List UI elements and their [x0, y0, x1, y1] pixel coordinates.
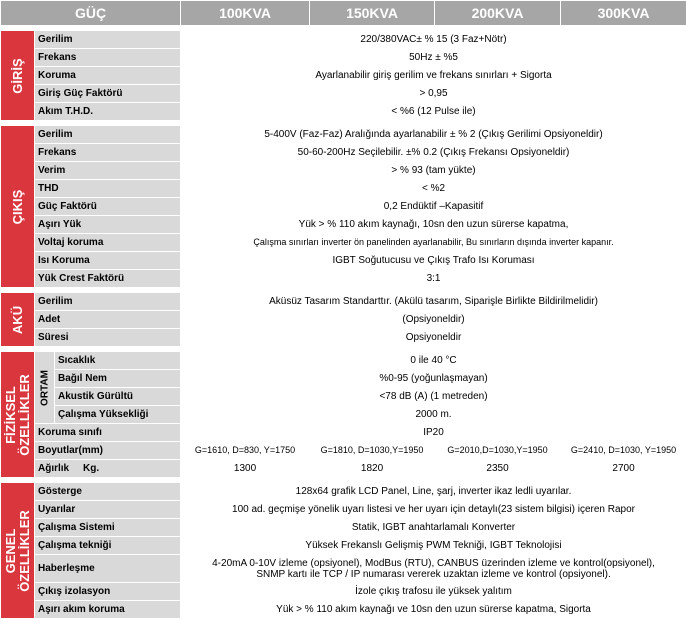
- weight-100kva: 1300: [181, 460, 310, 478]
- row-label: Uyarılar: [35, 501, 181, 519]
- row-label: Süresi: [35, 329, 181, 347]
- row-value: > % 93 (tam yükte): [181, 162, 686, 180]
- row-label: Yük Crest Faktörü: [35, 270, 181, 288]
- row-value-line: SNMP kartı ile TCP / IP numarası vererek uzaktan izleme ve kontrol (opsiyonel).: [184, 569, 683, 580]
- row-label: Çalışma Sistemi: [35, 519, 181, 537]
- row-label: THD: [35, 180, 181, 198]
- row-label: Adet: [35, 311, 181, 329]
- header-model-200kva: 200KVA: [435, 1, 561, 26]
- table-row: [1, 216, 686, 234]
- row-label: Gerilim: [35, 126, 181, 144]
- table-row: [1, 103, 686, 121]
- table-row: [1, 85, 686, 103]
- table-row: [1, 583, 686, 601]
- row-label: Frekans: [35, 49, 181, 67]
- row-value: 100 ad. geçmişe yönelik uyarı listesi ve her uyarı için detaylı(23 sistem bilgisi) içeren Rapor: [181, 501, 686, 519]
- section-genel: GENEL ÖZELLİKLER: [1, 483, 35, 619]
- row-value: 50-60-200Hz Seçilebilir. ±% 0.2 (Çıkış Frekansı Opsiyoneldir): [181, 144, 686, 162]
- table-row: [1, 483, 686, 501]
- table-row: [1, 311, 686, 329]
- table-row: [1, 370, 686, 388]
- row-label: Gerilim: [35, 293, 181, 311]
- row-label: Koruma sınıfı: [35, 424, 181, 442]
- row-value: 2000 m.: [181, 406, 686, 424]
- row-value: 128x64 grafik LCD Panel, Line, şarj, inverter ikaz ledli uyarılar.: [181, 483, 686, 501]
- row-value-line: 4-20mA 0-10V izleme (opsiyonel), ModBus (RTU), CANBUS üzerinden izleme ve kontrol(opsiyonel),: [184, 558, 683, 569]
- table-row: [1, 460, 686, 478]
- row-value: Çalışma sınırları inverter ön panelinden ayarlanabilir, Bu sınırların dışında inverter kapanır.: [181, 234, 686, 252]
- section-cikis: ÇIKIŞ: [1, 126, 35, 288]
- row-label: Bağıl Nem: [55, 370, 181, 388]
- header-model-300kva: 300KVA: [561, 1, 686, 26]
- row-label: Çıkış izolasyon: [35, 583, 181, 601]
- row-label: Voltaj koruma: [35, 234, 181, 252]
- row-value: < %6 (12 Pulse ile): [181, 103, 686, 121]
- table-row: [1, 537, 686, 555]
- row-label: Akım T.H.D.: [35, 103, 181, 121]
- table-row: [1, 519, 686, 537]
- table-row: [1, 270, 686, 288]
- row-value: 3:1: [181, 270, 686, 288]
- row-label: Akustik Gürültü: [55, 388, 181, 406]
- row-value: [181, 555, 686, 583]
- header-row: [1, 1, 686, 26]
- section-aku: AKÜ: [1, 293, 35, 347]
- row-value: <78 dB (A) (1 metreden): [181, 388, 686, 406]
- row-label: Haberleşme: [35, 555, 181, 583]
- table-row: [1, 49, 686, 67]
- row-label: Aşırı Yük: [35, 216, 181, 234]
- table-row: [1, 198, 686, 216]
- row-value: Yüksek Frekanslı Gelişmiş PWM Tekniği, IGBT Teknolojisi: [181, 537, 686, 555]
- row-value: > 0,95: [181, 85, 686, 103]
- row-value: IGBT Soğutucusu ve Çıkış Trafo Isı Koruması: [181, 252, 686, 270]
- table-row: [1, 67, 686, 85]
- row-value: 0,2 Endüktif –Kapasitif: [181, 198, 686, 216]
- subsection-ortam: ORTAM: [35, 352, 55, 424]
- table-row: [1, 126, 686, 144]
- section-fiziksel: FİZİKSEL ÖZELLİKLER: [1, 352, 35, 478]
- dimension-200kva: G=2010,D=1030,Y=1950: [435, 442, 561, 460]
- row-label: Verim: [35, 162, 181, 180]
- table-row: [1, 601, 686, 619]
- row-label: Ağırlık Kg.: [35, 460, 181, 478]
- row-value: 220/380VAC± % 15 (3 Faz+Nötr): [181, 31, 686, 49]
- row-value: Opsiyoneldir: [181, 329, 686, 347]
- row-label: Sıcaklık: [55, 352, 181, 370]
- table-row: [1, 144, 686, 162]
- dimension-300kva: G=2410, D=1030, Y=1950: [561, 442, 686, 460]
- row-value: Aküsüz Tasarım Standarttır. (Akülü tasarım, Siparişle Birlikte Bildirilmelidir): [181, 293, 686, 311]
- row-label: Çalışma Yüksekliği: [55, 406, 181, 424]
- row-label: Koruma: [35, 67, 181, 85]
- row-label: Giriş Güç Faktörü: [35, 85, 181, 103]
- table-row: [1, 442, 686, 460]
- row-value: Yük > % 110 akım kaynağı, 10sn den uzun sürerse kapatma,: [181, 216, 686, 234]
- dimension-100kva: G=1610, D=830, Y=1750: [181, 442, 310, 460]
- table-row: [1, 31, 686, 49]
- row-value: 5-400V (Faz-Faz) Aralığında ayarlanabilir ± % 2 (Çıkış Gerilimi Opsiyoneldir): [181, 126, 686, 144]
- row-label: Frekans: [35, 144, 181, 162]
- row-label: Isı Koruma: [35, 252, 181, 270]
- row-value: (Opsiyoneldir): [181, 311, 686, 329]
- row-label: Boyutlar(mm): [35, 442, 181, 460]
- table-row: [1, 352, 686, 370]
- header-model-100kva: 100KVA: [181, 1, 310, 26]
- row-label: Gösterge: [35, 483, 181, 501]
- row-value: 50Hz ± %5: [181, 49, 686, 67]
- weight-300kva: 2700: [561, 460, 686, 478]
- row-value: < %2: [181, 180, 686, 198]
- table-row: [1, 406, 686, 424]
- dimension-150kva: G=1810, D=1030,Y=1950: [310, 442, 435, 460]
- table-row: [1, 252, 686, 270]
- row-value: Ayarlanabilir giriş gerilim ve frekans sınırları + Sigorta: [181, 67, 686, 85]
- row-value: IP20: [181, 424, 686, 442]
- header-guc: GÜÇ: [1, 1, 181, 26]
- row-label: Gerilim: [35, 31, 181, 49]
- row-label: Çalışma tekniği: [35, 537, 181, 555]
- row-value: %0-95 (yoğunlaşmayan): [181, 370, 686, 388]
- table-row: [1, 162, 686, 180]
- row-value: 0 ile 40 °C: [181, 352, 686, 370]
- table-row: [1, 180, 686, 198]
- weight-150kva: 1820: [310, 460, 435, 478]
- row-value: İzole çıkış trafosu ile yüksek yalıtım: [181, 583, 686, 601]
- weight-200kva: 2350: [435, 460, 561, 478]
- table-row: [1, 293, 686, 311]
- table-row: [1, 501, 686, 519]
- section-giris: GİRİŞ: [1, 31, 35, 121]
- table-row: [1, 329, 686, 347]
- table-row: [1, 424, 686, 442]
- table-row: [1, 555, 686, 583]
- header-model-150kva: 150KVA: [310, 1, 435, 26]
- row-label: Aşırı akım koruma: [35, 601, 181, 619]
- row-value: Statik, IGBT anahtarlamalı Konverter: [181, 519, 686, 537]
- table-row: [1, 234, 686, 252]
- table-row: [1, 388, 686, 406]
- row-value: Yük > % 110 akım kaynağı ve 10sn den uzun sürerse kapatma, Sigorta: [181, 601, 686, 619]
- row-label: Güç Faktörü: [35, 198, 181, 216]
